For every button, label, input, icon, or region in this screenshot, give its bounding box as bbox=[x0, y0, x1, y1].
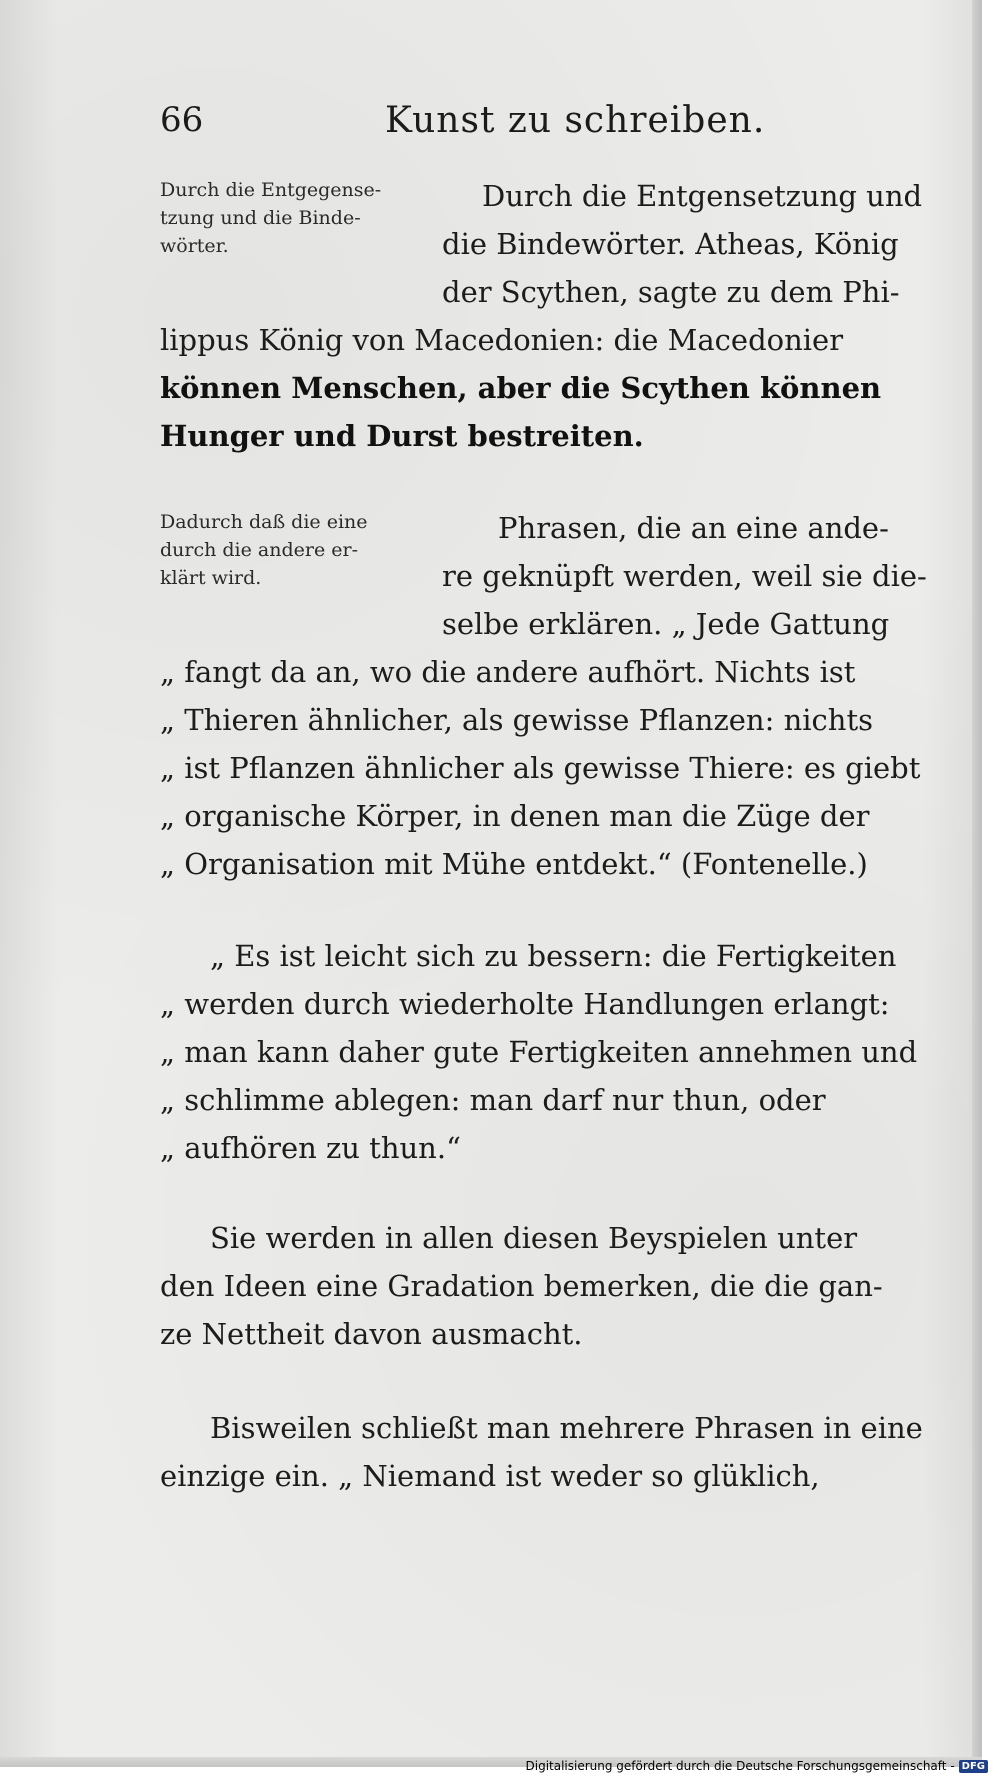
credit-text: Digitalisierung gefördert durch die Deutsche Forschungsgemeinschaft - bbox=[525, 1759, 955, 1773]
text-line: einzige ein. „ Niemand ist weder so glüklich, bbox=[160, 1459, 820, 1493]
text-line: selbe erklären. „ Jede Gattung bbox=[442, 607, 890, 641]
margin-note-1: Durch die Entgegense- tzung und die Binde- wörter. bbox=[160, 179, 382, 257]
text-line: die Bindewörter. Atheas, König bbox=[442, 227, 899, 261]
text-line: lippus König von Macedonien: die Macedonier bbox=[160, 323, 844, 357]
text-line: ze Nettheit davon ausmacht. bbox=[160, 1317, 583, 1351]
text-line: „ fangt da an, wo die andere aufhört. Nichts ist bbox=[160, 655, 856, 689]
text-line: re geknüpft werden, weil sie die- bbox=[442, 559, 927, 593]
text-line: „ aufhören zu thun.“ bbox=[160, 1131, 461, 1165]
text-line: Durch die Entgensetzung und bbox=[482, 179, 923, 213]
text-line: Phrasen, die an eine ande- bbox=[498, 511, 889, 545]
text-line: „ ist Pflanzen ähnlicher als gewisse Thiere: es giebt bbox=[160, 751, 921, 785]
margin-note-2: Dadurch daß die eine durch die andere er- klärt wird. bbox=[160, 511, 368, 589]
text-line: „ Es ist leicht sich zu bessern: die Fertigkeiten bbox=[210, 939, 897, 973]
text-line: Bisweilen schließt man mehrere Phrasen in eine bbox=[210, 1411, 923, 1445]
text-line: können Menschen, aber die Scythen können bbox=[160, 371, 882, 405]
text-line: „ schlimme ablegen: man darf nur thun, oder bbox=[160, 1083, 826, 1117]
page-header bbox=[160, 100, 920, 150]
text-line: „ man kann daher gute Fertigkeiten annehmen und bbox=[160, 1035, 918, 1069]
dfg-logo-icon: DFG bbox=[959, 1760, 988, 1773]
text-line: „ Thieren ähnlicher, als gewisse Pflanzen: nichts bbox=[160, 703, 873, 737]
text-line: den Ideen eine Gradation bemerken, die die gan- bbox=[160, 1269, 883, 1303]
text-line: „ organische Körper, in denen man die Züge der bbox=[160, 799, 870, 833]
text-line: Hunger und Durst bestreiten. bbox=[160, 419, 644, 453]
digitization-credit bbox=[526, 1759, 989, 1773]
page-edge-right bbox=[972, 0, 982, 1767]
running-title: Kunst zu schreiben. bbox=[385, 100, 766, 141]
text-line: der Scythen, sagte zu dem Phi- bbox=[442, 275, 900, 309]
text-line: „ Organisation mit Mühe entdekt.“ (Fontenelle.) bbox=[160, 847, 868, 881]
text-line: „ werden durch wiederholte Handlungen erlangt: bbox=[160, 987, 890, 1021]
text-line: Sie werden in allen diesen Beyspielen unter bbox=[210, 1221, 858, 1255]
page-number: 66 bbox=[160, 100, 204, 140]
